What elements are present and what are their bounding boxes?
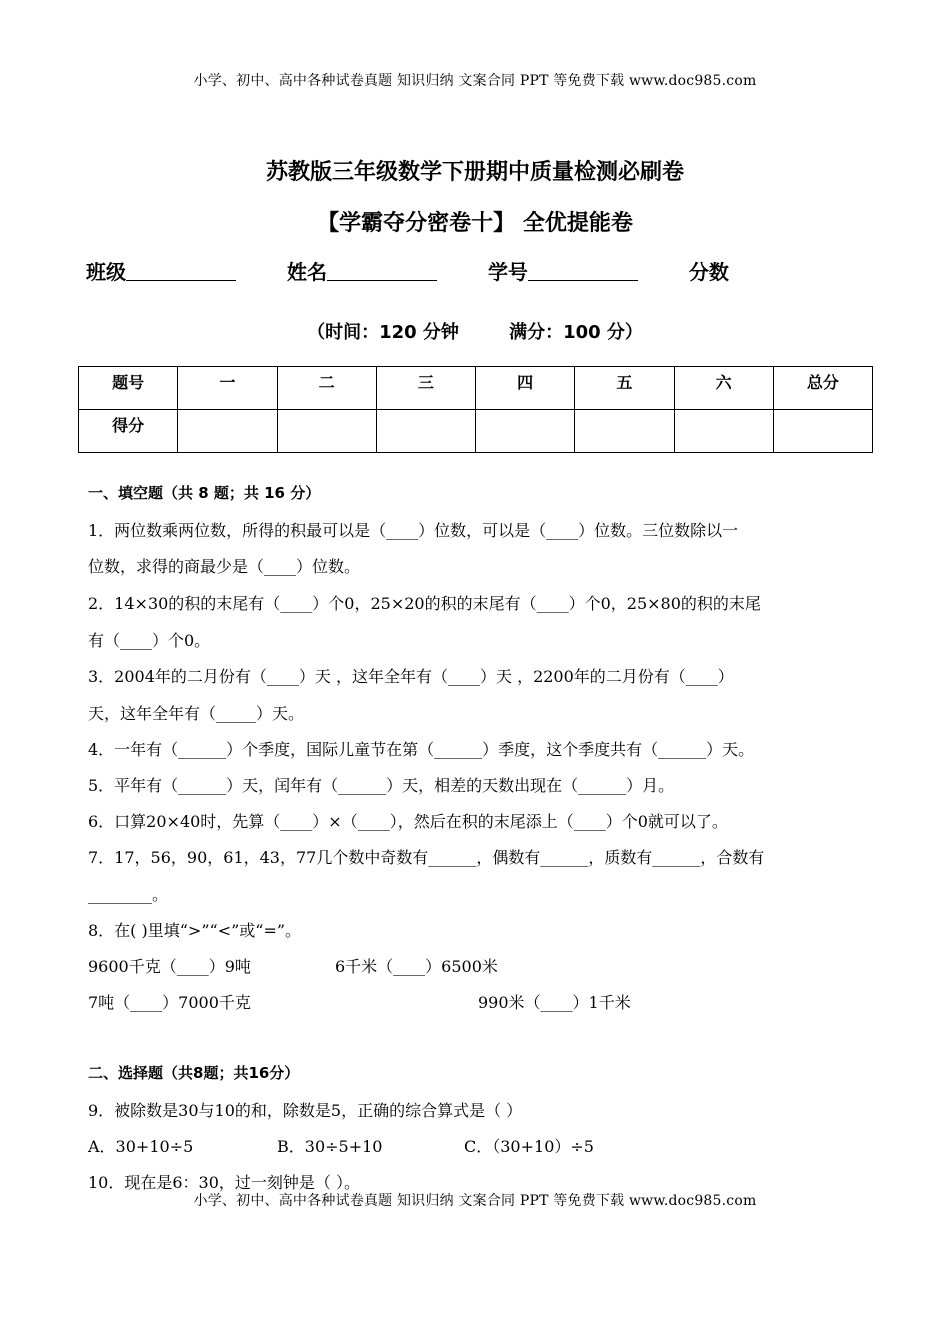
id-blank[interactable]: [528, 260, 638, 281]
q8-item-d: 990米（____）1千米: [478, 993, 631, 1012]
score-cell[interactable]: [773, 410, 872, 453]
header-cell: 总分: [773, 367, 872, 410]
score-cell[interactable]: [376, 410, 475, 453]
header-cell: 二: [277, 367, 376, 410]
header-cell: 题号: [79, 367, 178, 410]
footer-banner: 小学、初中、高中各种试卷真题 知识归纳 文案合同 PPT 等免费下载 www.doc985.com: [193, 1193, 757, 1209]
question-10: 10．现在是6：30，过一刻钟是（ ）。: [88, 1173, 360, 1192]
score-table: [78, 366, 873, 453]
question-line: 位数，求得的商最少是（____）位数。: [88, 557, 361, 576]
class-label: 班级: [86, 260, 126, 284]
question-line: 4．一年有（______）个季度，国际儿童节在第（______）季度，这个季度共有（______）天。: [88, 740, 755, 759]
score-cell[interactable]: [476, 410, 575, 453]
header-cell: 四: [476, 367, 575, 410]
score-table-header-row: [79, 367, 873, 410]
question-line: ________。: [88, 885, 169, 904]
question-9: 9．被除数是30与10的和，除数是5，正确的综合算式是（ ）: [88, 1101, 523, 1120]
q8-item-b: 6千米（____）6500米: [335, 957, 498, 976]
question-line: 有（____）个0。: [88, 631, 211, 650]
score-table-score-row: [79, 410, 873, 453]
name-blank[interactable]: [327, 260, 437, 281]
score-label: 分数: [688, 260, 729, 284]
id-label: 学号: [487, 260, 528, 284]
question-line: 5．平年有（______）天，闰年有（______）天，相差的天数出现在（______）月。: [88, 776, 675, 795]
question-line: 6．口算20×40时，先算（____）×（____），然后在积的末尾添上（____）个0就可以了。: [88, 812, 728, 831]
question-line: 7．17，56，90，61，43，77几个数中奇数有______，偶数有______，质数有______，合数有: [88, 848, 765, 867]
score-cell[interactable]: [575, 410, 674, 453]
section1-heading: 一、填空题（共 8 题；共 16 分）: [88, 484, 321, 502]
section2-heading: 二、选择题（共8题；共16分）: [88, 1064, 300, 1082]
score-cell[interactable]: [674, 410, 773, 453]
question-line: 1．两位数乘两位数，所得的积最可以是（____）位数，可以是（____）位数。三位数除以一: [88, 521, 739, 540]
q8-item-c: 7吨（____）7000千克: [88, 993, 251, 1012]
exam-subtitle: 【学霸夺分密卷十】 全优提能卷: [317, 211, 633, 236]
header-banner: 小学、初中、高中各种试卷真题 知识归纳 文案合同 PPT 等免费下载 www.doc985.com: [193, 73, 757, 89]
time-and-score-info: （时间：120 分钟 满分：100 分）: [307, 322, 643, 343]
q9-option-c: C．（30+10）÷5: [464, 1137, 594, 1156]
question-line: 天，这年全年有（_____）天。: [88, 704, 305, 723]
question-line: 3．2004年的二月份有（____）天 ，这年全年有（____）天 ，2200年的二月份有（____）: [88, 667, 734, 686]
score-cell[interactable]: [277, 410, 376, 453]
header-cell: 一: [178, 367, 277, 410]
row-label-cell: 得分: [79, 410, 178, 453]
q9-option-b: B．30÷5+10: [277, 1137, 383, 1156]
q9-option-a: A．30+10÷5: [88, 1137, 194, 1156]
class-blank[interactable]: [126, 260, 236, 281]
question-line: 8．在( )里填“>”“<”或“=”。: [88, 921, 302, 940]
header-cell: 六: [674, 367, 773, 410]
header-cell: 三: [376, 367, 475, 410]
exam-title: 苏教版三年级数学下册期中质量检测必刷卷: [265, 160, 684, 185]
name-label: 姓名: [286, 260, 327, 284]
header-cell: 五: [575, 367, 674, 410]
student-info-row: [86, 256, 729, 285]
question-line: 2．14×30的积的末尾有（____）个0，25×20的积的末尾有（____）个0，25×80的积的末尾: [88, 594, 761, 613]
score-cell[interactable]: [178, 410, 277, 453]
q8-item-a: 9600千克（____）9吨: [88, 957, 251, 976]
